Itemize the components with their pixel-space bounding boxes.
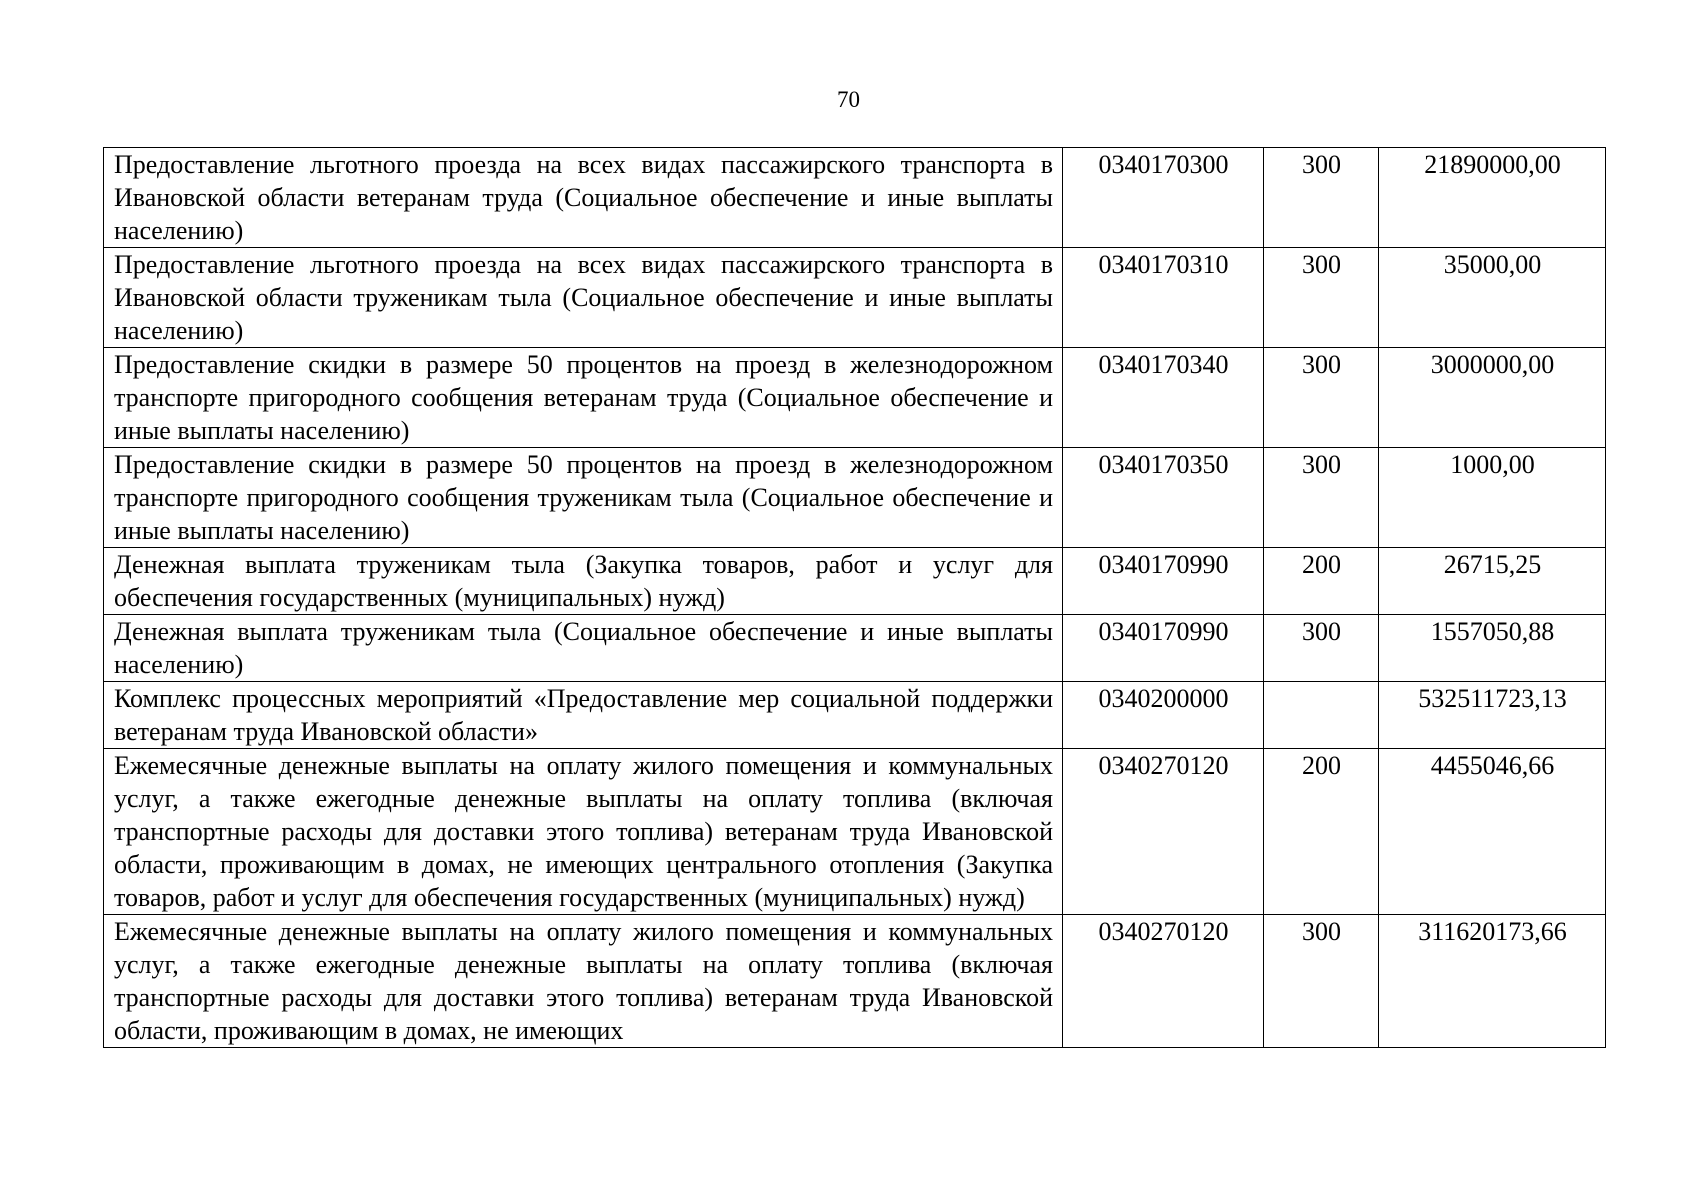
row-code: 0340170990 <box>1063 548 1264 615</box>
row-type: 300 <box>1264 348 1379 448</box>
row-code: 0340170300 <box>1063 148 1264 248</box>
row-type: 300 <box>1264 915 1379 1048</box>
row-sum: 3000000,00 <box>1379 348 1606 448</box>
row-name: Денежная выплата труженикам тыла (Закупка товаров, работ и услуг для обеспечения государственных (муниципальных) нужд) <box>104 548 1063 615</box>
row-sum: 532511723,13 <box>1379 682 1606 749</box>
row-name: Ежемесячные денежные выплаты на оплату жилого помещения и коммунальных услуг, а также ежегодные денежные выплаты на оплату топлива (включая транспортные расходы для доставки этого топлива) ветеранам труда Ивановской области, проживающим в домах, не имеющих центрального отопления (Закупка товаров, работ и услуг для обеспечения государственных (муниципальных) нужд) <box>104 749 1063 915</box>
table-row <box>104 615 1606 682</box>
row-sum: 311620173,66 <box>1379 915 1606 1048</box>
row-type: 300 <box>1264 448 1379 548</box>
row-name: Предоставление льготного проезда на всех видах пассажирского транспорта в Ивановской области ветеранам труда (Социальное обеспечение и иные выплаты населению) <box>104 148 1063 248</box>
table-row <box>104 448 1606 548</box>
row-sum: 35000,00 <box>1379 248 1606 348</box>
row-code: 0340170310 <box>1063 248 1264 348</box>
row-sum: 1000,00 <box>1379 448 1606 548</box>
row-code: 0340200000 <box>1063 682 1264 749</box>
table-row <box>104 682 1606 749</box>
table-row <box>104 548 1606 615</box>
row-name: Ежемесячные денежные выплаты на оплату жилого помещения и коммунальных услуг, а также ежегодные денежные выплаты на оплату топлива (включая транспортные расходы для доставки этого топлива) ветеранам труда Ивановской области, проживающим в домах, не имеющих <box>104 915 1063 1048</box>
row-sum: 21890000,00 <box>1379 148 1606 248</box>
row-type <box>1264 682 1379 749</box>
row-code: 0340270120 <box>1063 915 1264 1048</box>
row-sum: 26715,25 <box>1379 548 1606 615</box>
row-name: Денежная выплата труженикам тыла (Социальное обеспечение и иные выплаты населению) <box>104 615 1063 682</box>
row-type: 300 <box>1264 615 1379 682</box>
row-name: Предоставление скидки в размере 50 процентов на проезд в железнодорожном транспорте пригородного сообщения труженикам тыла (Социальное обеспечение и иные выплаты населению) <box>104 448 1063 548</box>
row-code: 0340170990 <box>1063 615 1264 682</box>
table-row <box>104 348 1606 448</box>
budget-table <box>103 147 1606 1048</box>
row-type: 200 <box>1264 749 1379 915</box>
row-sum: 4455046,66 <box>1379 749 1606 915</box>
row-code: 0340170340 <box>1063 348 1264 448</box>
row-name: Комплекс процессных мероприятий «Предоставление мер социальной поддержки ветеранам труда Ивановской области» <box>104 682 1063 749</box>
row-type: 300 <box>1264 248 1379 348</box>
row-sum: 1557050,88 <box>1379 615 1606 682</box>
table-row <box>104 749 1606 915</box>
row-code: 0340270120 <box>1063 749 1264 915</box>
table-row <box>104 915 1606 1048</box>
row-type: 300 <box>1264 148 1379 248</box>
table-row <box>104 148 1606 248</box>
table-row <box>104 248 1606 348</box>
page-number: 70 <box>837 87 860 112</box>
row-name: Предоставление льготного проезда на всех видах пассажирского транспорта в Ивановской области труженикам тыла (Социальное обеспечение и иные выплаты населению) <box>104 248 1063 348</box>
row-code: 0340170350 <box>1063 448 1264 548</box>
row-type: 200 <box>1264 548 1379 615</box>
row-name: Предоставление скидки в размере 50 процентов на проезд в железнодорожном транспорте пригородного сообщения ветеранам труда (Социальное обеспечение и иные выплаты населению) <box>104 348 1063 448</box>
